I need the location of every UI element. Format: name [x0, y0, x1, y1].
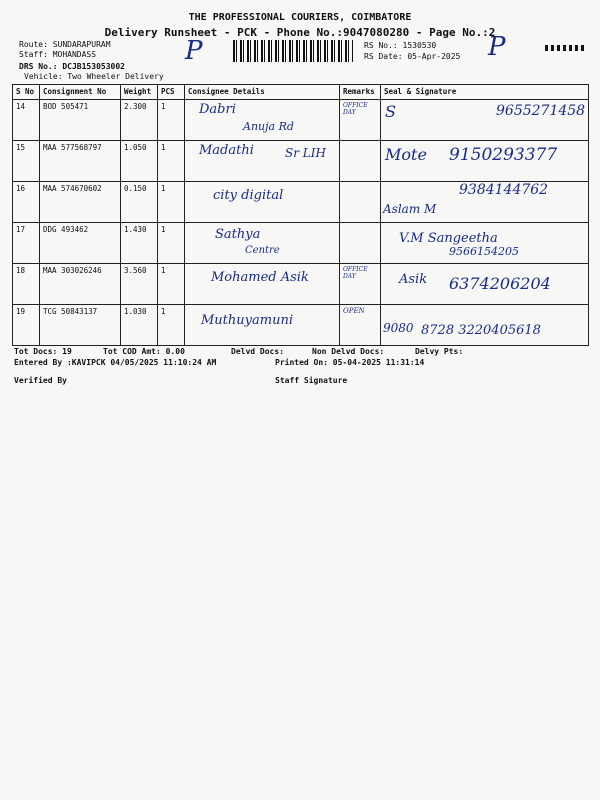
row-weight: 1.050: [121, 141, 158, 182]
column-header: Consignee Details: [185, 85, 340, 100]
row-weight: 1.430: [121, 223, 158, 264]
row-consignment: TCG 50843137: [40, 305, 121, 346]
staff-signature-label: Staff Signature: [275, 376, 348, 385]
printed-on: Printed On: 05-04-2025 11:31:14: [275, 358, 425, 367]
drs-number: DRS No.: DCJB153053002: [19, 62, 125, 71]
non-delivered-docs: Non Delvd Docs:: [312, 347, 385, 356]
rs-date: RS Date: 05-Apr-2025: [364, 52, 461, 61]
row-weight: 1.030: [121, 305, 158, 346]
row-weight: 0.150: [121, 182, 158, 223]
row-sno: 16: [13, 182, 40, 223]
table-header-row: [13, 85, 589, 100]
consignee-handwriting-2: Centre: [245, 245, 280, 256]
barcode-small: [545, 45, 585, 51]
entered-by: Entered By :KAVIPCK 04/05/2025 11:10:24 AM: [14, 358, 217, 367]
row-seal-signature: [381, 305, 589, 346]
row-seal-signature: [381, 100, 589, 141]
row-pcs: 1: [158, 305, 185, 346]
total-cod-amount: Tot COD Amt: 0.00: [103, 347, 185, 356]
row-seal-signature: [381, 264, 589, 305]
table-row: [13, 182, 589, 223]
row-remarks: [340, 141, 381, 182]
vehicle-label: Vehicle: Two Wheeler Delivery: [24, 72, 164, 81]
handwritten-mark-right: P: [488, 32, 506, 62]
table-row: [13, 305, 589, 346]
signature-handwriting: Aslam M: [383, 202, 437, 216]
row-remarks: [340, 182, 381, 223]
row-consignee: [185, 182, 340, 223]
row-sno: 14: [13, 100, 40, 141]
phone-handwriting: 8728 3220405618: [421, 323, 541, 338]
verified-by-label: Verified By: [14, 376, 67, 385]
rs-number: RS No.: 1530530: [364, 41, 437, 50]
signature-handwriting: V.M Sangeetha: [399, 231, 498, 246]
signature-handwriting: S: [385, 102, 396, 121]
delivery-points: Delvy Pts:: [415, 347, 464, 356]
row-seal-signature: [381, 223, 589, 264]
phone-handwriting: 9655271458: [496, 103, 586, 119]
signature-handwriting: Asik: [399, 272, 428, 287]
phone-handwriting: 6374206204: [449, 274, 551, 293]
row-sno: 17: [13, 223, 40, 264]
row-consignment: DDG 493462: [40, 223, 121, 264]
row-pcs: 1: [158, 264, 185, 305]
column-header: Weight: [121, 85, 158, 100]
column-header: PCS: [158, 85, 185, 100]
column-header: Remarks: [340, 85, 381, 100]
phone-handwriting: 9384144762: [459, 182, 549, 198]
consignee-handwriting-2: Anuja Rd: [243, 120, 294, 133]
signature-handwriting: Mote: [385, 145, 427, 164]
row-consignment: MAA 303026246: [40, 264, 121, 305]
row-consignment: MAA 577568797: [40, 141, 121, 182]
row-sno: 19: [13, 305, 40, 346]
total-docs: Tot Docs: 19: [14, 347, 72, 356]
row-consignee: [185, 305, 340, 346]
consignee-handwriting: Sathya: [215, 227, 261, 242]
consignee-handwriting: Dabri: [199, 102, 236, 117]
row-pcs: 1: [158, 223, 185, 264]
row-consignment: MAA 574670602: [40, 182, 121, 223]
phone-handwriting: 9150293377: [449, 145, 558, 165]
row-consignee: [185, 100, 340, 141]
company-name: THE PROFESSIONAL COURIERS, COIMBATORE: [188, 12, 412, 23]
table-row: [13, 141, 589, 182]
delivered-docs: Delvd Docs:: [231, 347, 284, 356]
row-consignee: [185, 264, 340, 305]
column-header: S No: [13, 85, 40, 100]
row-pcs: 1: [158, 182, 185, 223]
staff-label: Staff: MOHANDASS: [19, 50, 97, 59]
row-pcs: 1: [158, 100, 185, 141]
row-remarks: [340, 223, 381, 264]
row-consignment: BOD 505471: [40, 100, 121, 141]
row-remarks: OFFICE DAY: [340, 100, 381, 141]
phone-handwriting: 9566154205: [449, 245, 519, 258]
row-weight: 2.300: [121, 100, 158, 141]
barcode: [233, 40, 353, 62]
row-remarks: OFFICE DAY: [340, 264, 381, 305]
consignee-handwriting: Muthuyamuni: [201, 313, 293, 328]
route-label: Route: SUNDARAPURAM: [19, 40, 111, 49]
row-pcs: 1: [158, 141, 185, 182]
handwritten-mark-left: P: [185, 36, 203, 66]
row-sno: 18: [13, 264, 40, 305]
runsheet-title: Delivery Runsheet - PCK - Phone No.:9047080280 - Page No.:2: [104, 26, 496, 39]
table-row: [13, 100, 589, 141]
consignee-handwriting: Madathi: [199, 143, 254, 158]
row-remarks: OPEN: [340, 305, 381, 346]
consignee-handwriting-2: Sr LIH: [285, 146, 326, 160]
column-header: Seal & Signature: [381, 85, 589, 100]
row-seal-signature: [381, 182, 589, 223]
table-row: [13, 264, 589, 305]
table-row: [13, 223, 589, 264]
row-sno: 15: [13, 141, 40, 182]
row-seal-signature: [381, 141, 589, 182]
signature-handwriting: 9080: [383, 321, 414, 335]
column-header: Consignment No: [40, 85, 121, 100]
runsheet-table: [12, 84, 589, 346]
row-consignee: [185, 223, 340, 264]
consignee-handwriting: city digital: [213, 188, 284, 203]
consignee-handwriting: Mohamed Asik: [211, 270, 309, 285]
row-consignee: [185, 141, 340, 182]
row-weight: 3.560: [121, 264, 158, 305]
